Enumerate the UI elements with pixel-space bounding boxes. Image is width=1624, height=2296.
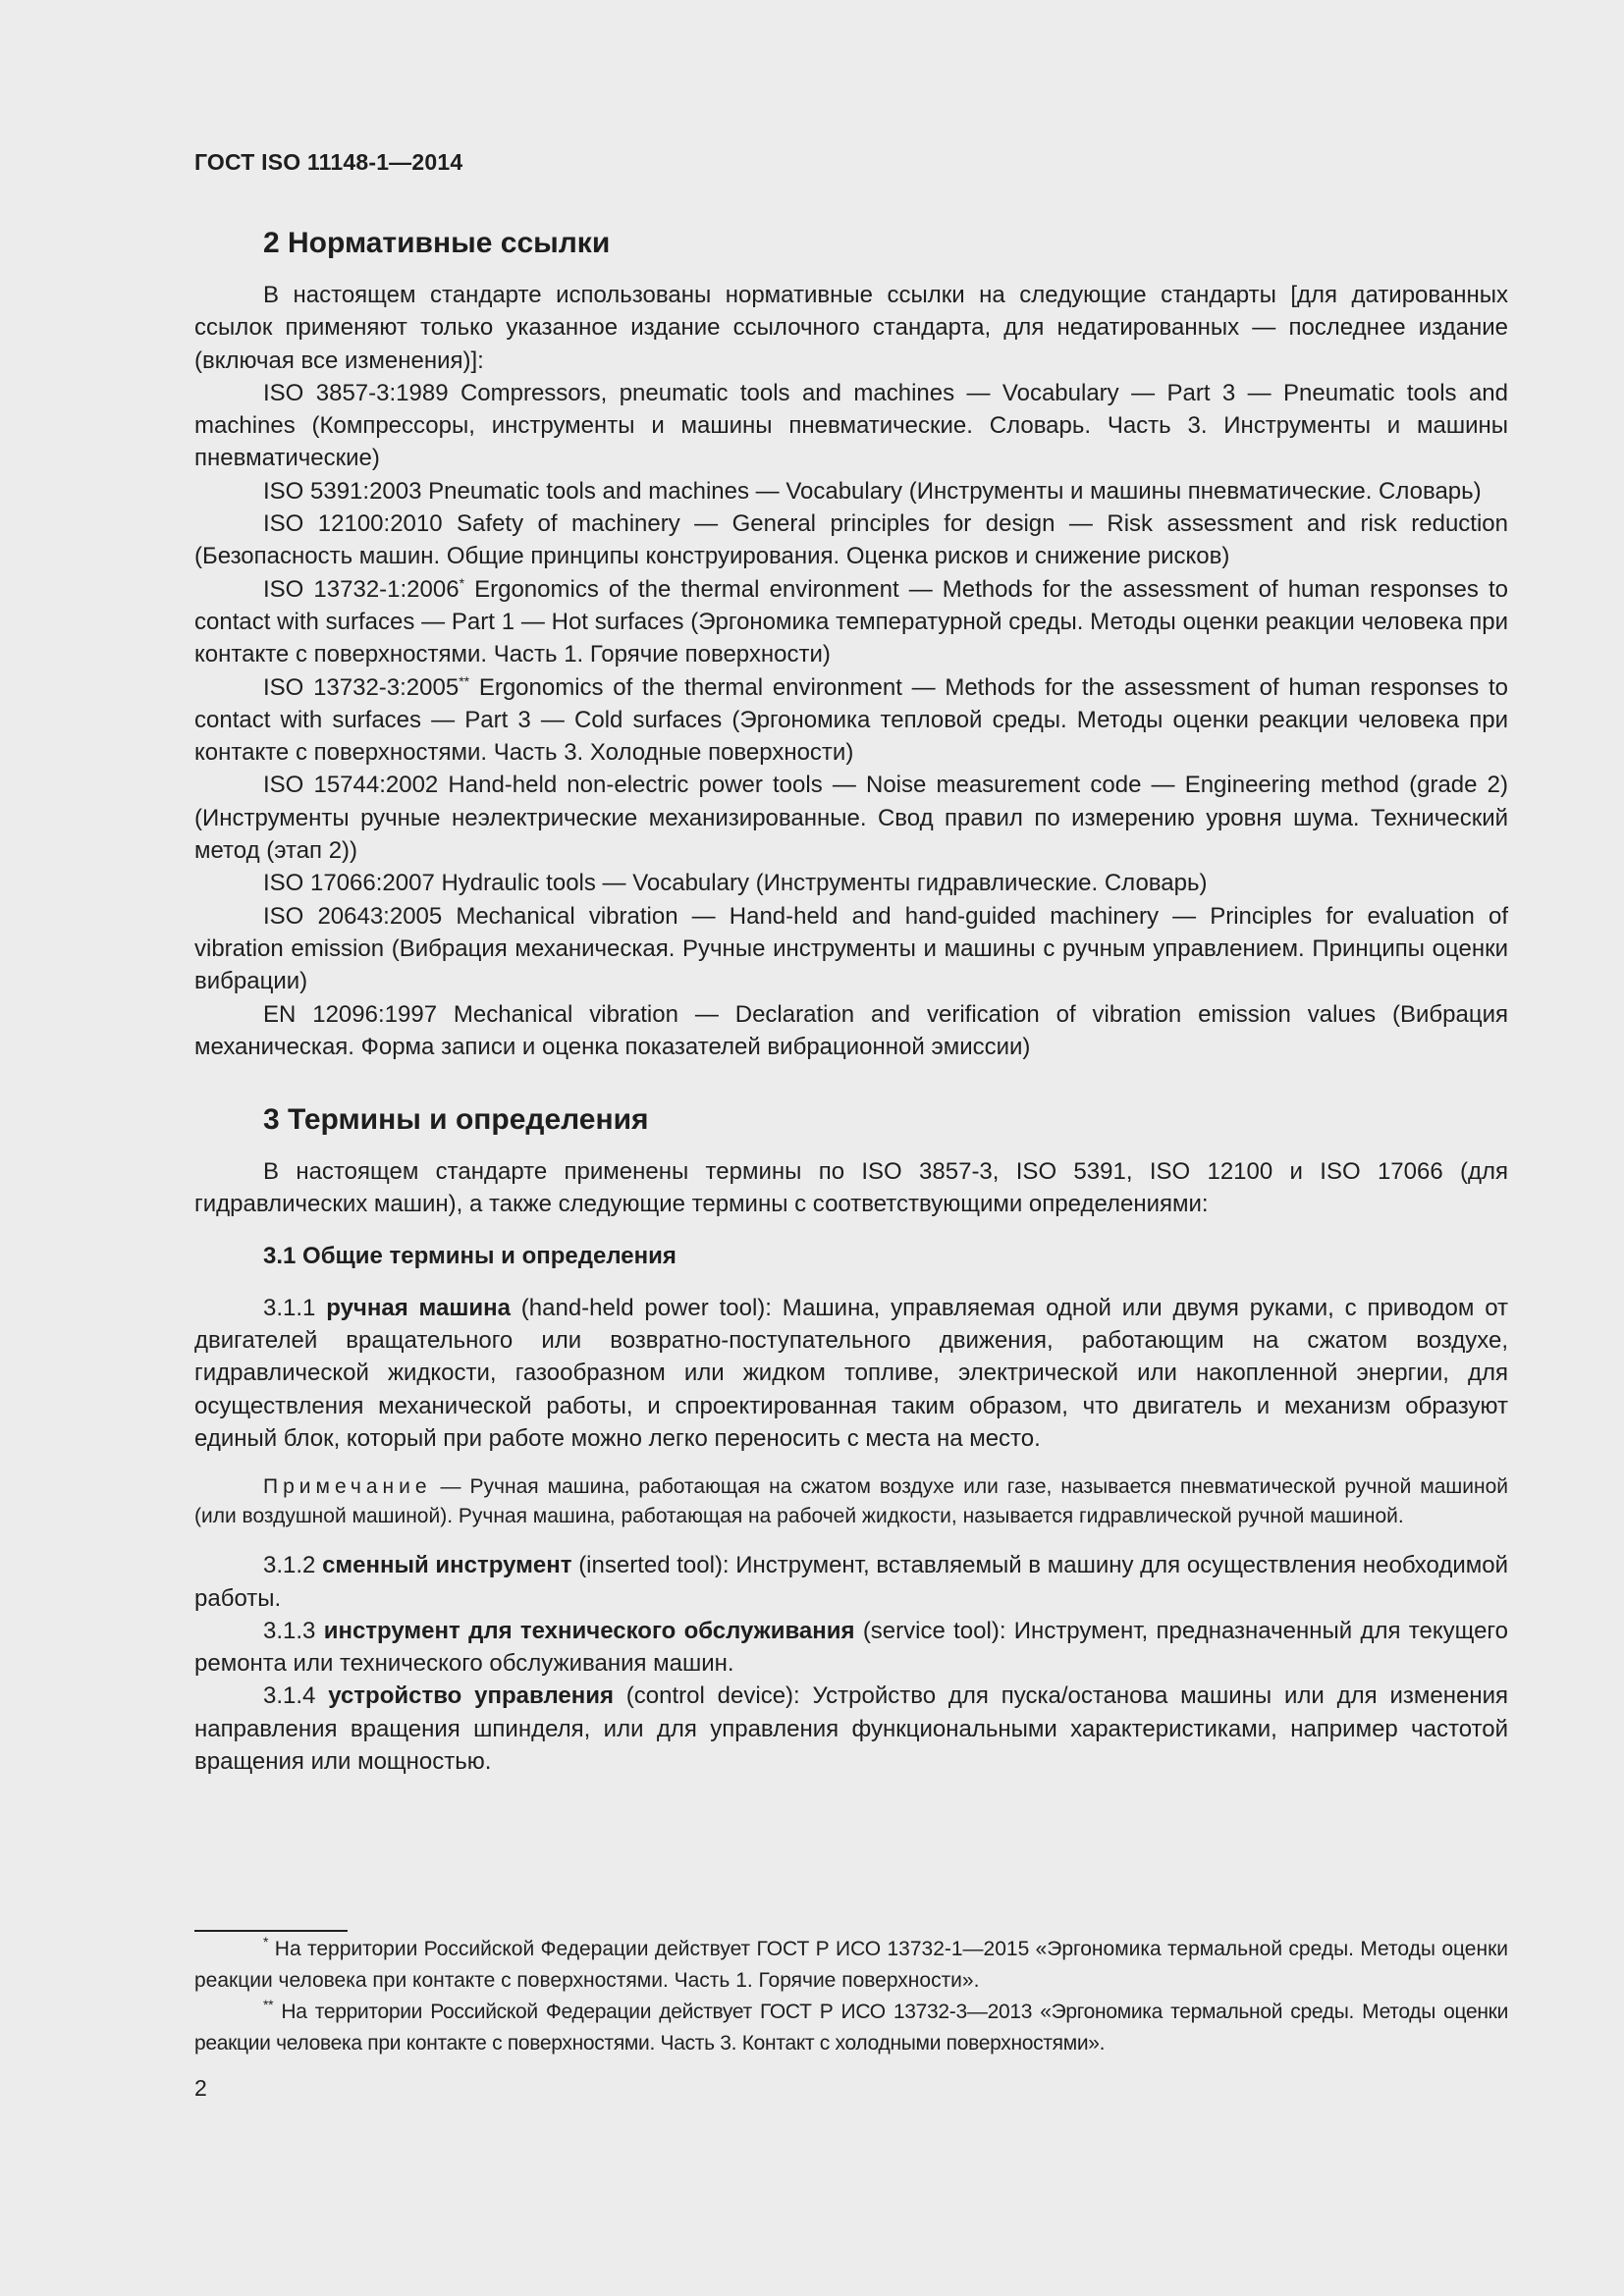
reference-item: EN 12096:1997 Mechanical vibration — Declaration and verification of vibration emission values (Вибрация механическая. Форма записи и оценка показателей вибрационной эмиссии): [194, 1000, 1508, 1060]
term-number: 3.1.4: [263, 1682, 329, 1710]
term-definition: [194, 1680, 1508, 1778]
document-body: [194, 222, 1508, 1778]
note-label: Примечание: [263, 1475, 432, 1499]
footnote: [194, 1934, 1508, 1997]
reference-code: ISO 13732-3:2005: [263, 673, 460, 701]
footnote-mark: *: [459, 574, 465, 591]
section-2-intro: В настоящем стандарте использованы нормативные ссылки на следующие стандарты [для датированных ссылок применяют только указанное издание ссылочного стандарта, для недатированных — последнее издание (включая все изменения)]:: [194, 282, 1508, 374]
footnote-mark: *: [263, 1934, 269, 1949]
term-number: 3.1.1: [263, 1294, 327, 1321]
reference-item: ISO 3857-3:1989 Compressors, pneumatic tools and machines — Vocabulary — Part 3 — Pneumatic tools and machines (Компрессоры, инструменты и машины пневматические. Словарь. Часть 3. Инструменты и машины пневматические): [194, 379, 1508, 472]
section-3-intro: В настоящем стандарте применены термины по ISO 3857-3, ISO 5391, ISO 12100 и ISO 17066 (для гидравлических машин), а также следующие термины с соответствующими определениями:: [194, 1158, 1508, 1218]
term-name: ручная машина: [326, 1294, 511, 1321]
reference-item: ISO 5391:2003 Pneumatic tools and machines — Vocabulary (Инструменты и машины пневматические. Словарь): [263, 477, 1482, 505]
section-2-title: 2 Нормативные ссылки: [263, 227, 611, 259]
reference-item: ISO 17066:2007 Hydraulic tools — Vocabulary (Инструменты гидравлические. Словарь): [263, 870, 1208, 897]
footnote-text: На территории Российской Федерации действует ГОСТ Р ИСО 13732-1—2015 «Эргономика термальной среды. Методы оценки реакции человека при контакте с поверхностями. Часть 1. Горячие поверхности».: [194, 1938, 1508, 1992]
reference-item: [194, 671, 1508, 770]
term-text: (hand-held power tool): Машина, управляемая одной или двумя руками, с приводом от двигателей вращательного или возвратно-поступательного движения, работающим на сжатом воздухе, гидравлической жидкости, газообразном или жидком топливе, электрической или накопленной энергии, для осуществления механической работы, и спроектированная таким образом, что двигатель и механизм образуют единый блок, который при работе можно легко переносить с места на место.: [194, 1294, 1509, 1452]
term-name: инструмент для технического обслуживания: [323, 1617, 855, 1644]
page-number: 2: [194, 2075, 207, 2101]
term-text: (inserted tool): Инструмент, вставляемый в машину для осуществления необходимой работы.: [194, 1552, 1509, 1612]
footnote: [194, 1997, 1508, 2059]
document-header: ГОСТ ISO 11148-1—2014: [194, 149, 463, 175]
subsection-3-1-title: 3.1 Общие термины и определения: [263, 1242, 677, 1269]
reference-item: ISO 15744:2002 Hand-held non-electric power tools — Noise measurement code — Engineering method (grade 2) (Инструменты ручные неэлектрические механизированные. Свод правил по измерению уровня шума. Технический метод (этап 2)): [194, 772, 1508, 865]
term-definition: [194, 1549, 1508, 1615]
term-number: 3.1.3: [263, 1617, 324, 1644]
reference-code: ISO 13732-1:2006: [263, 575, 460, 603]
note-text: — Ручная машина, работающая на сжатом воздухе или газе, называется пневматической ручной машиной (или воздушной машиной). Ручная машина, работающая на рабочей жидкости, называется гидравлической ручной машиной.: [194, 1475, 1508, 1528]
footnote-mark: **: [459, 672, 470, 689]
reference-item: ISO 12100:2010 Safety of machinery — General principles for design — Risk assessment and risk reduction (Безопасность машин. Общие принципы конструирования. Оценка рисков и снижение рисков): [194, 510, 1508, 570]
note-paragraph: [194, 1472, 1508, 1531]
footnote-separator: [194, 1930, 348, 1932]
term-text: (service tool): Инструмент, предназначенный для текущего ремонта или технического обслуживания машин.: [194, 1617, 1508, 1678]
term-definition: [194, 1615, 1508, 1681]
reference-text: Ergonomics of the thermal environment — Methods for the assessment of human responses to contact with surfaces — Part 3 — Cold surfaces (Эргономика тепловой среды. Методы оценки реакции человека при контакте с поверхностями. Часть 3. Холодные поверхности): [194, 673, 1508, 767]
reference-text: Ergonomics of the thermal environment — Methods for the assessment of human responses to contact with surfaces — Part 1 — Hot surfaces (Эргономика температурной среды. Методы оценки реакции человека при контакте с поверхностями. Часть 1. Горячие поверхности): [194, 575, 1508, 668]
reference-item: ISO 20643:2005 Mechanical vibration — Hand-held and hand-guided machinery — Principles for evaluation of vibration emission (Вибрация механическая. Ручные инструменты и машины с ручным управлением. Принципы оценки вибрации): [194, 902, 1508, 995]
footnote-mark: **: [263, 1997, 274, 2012]
section-3-title: 3 Термины и определения: [263, 1103, 649, 1137]
term-name: устройство управления: [328, 1682, 614, 1710]
footnote-text: На территории Российской Федерации действует ГОСТ Р ИСО 13732-3—2013 «Эргономика термальной среды. Методы оценки реакции человека при контакте с поверхностями. Часть 3. Контакт с холодными поверхностями».: [194, 2001, 1508, 2055]
term-number: 3.1.2: [263, 1552, 323, 1579]
term-name: сменный инструмент: [322, 1552, 572, 1579]
reference-item: [194, 573, 1508, 671]
footnotes: [194, 1934, 1508, 2059]
term-text: (control device): Устройство для пуска/останова машины или для изменения направления вращения шпинделя, или для управления функциональными характеристиками, например частотой вращения или мощностью.: [194, 1682, 1508, 1775]
term-definition: [194, 1292, 1508, 1455]
